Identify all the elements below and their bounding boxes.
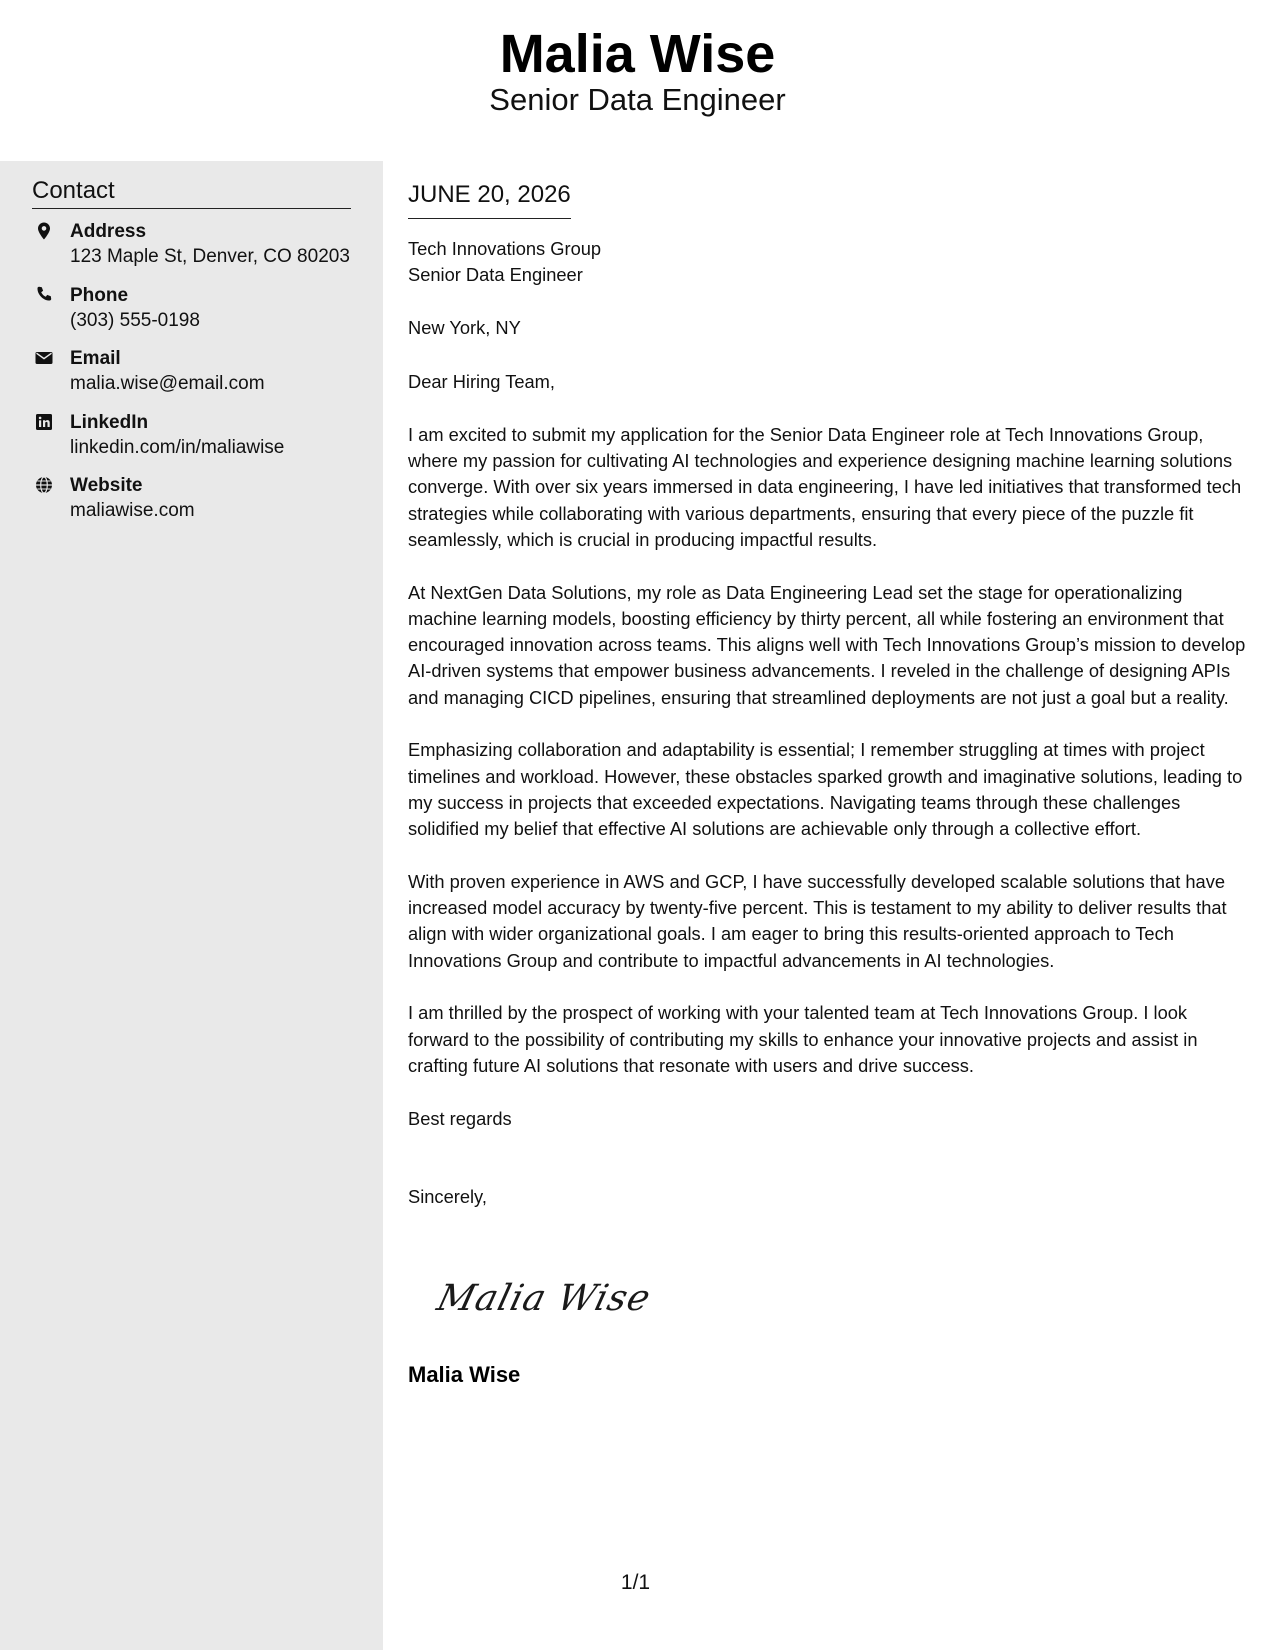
contact-heading: Contact (32, 175, 351, 209)
document-header (0, 0, 1275, 160)
recipient-role: Senior Data Engineer (408, 264, 583, 286)
letter-date: JUNE 20, 2026 (408, 179, 571, 219)
page-number (0, 1569, 1275, 1597)
contact-list (32, 219, 362, 537)
applicant-title: Senior Data Engineer (489, 82, 786, 117)
envelope-icon (34, 348, 56, 370)
typed-name: Malia Wise (408, 1362, 521, 1387)
linkedin-icon (34, 412, 56, 434)
phone-icon (34, 285, 56, 307)
contact-label-phone: Phone (70, 284, 129, 306)
applicant-name: Malia Wise (499, 24, 776, 84)
recipient-company: Tech Innovations Group (408, 238, 602, 259)
body-paragraph: Emphasizing collaboration and adaptability is essential; I remember struggling at times with project timelines and workload. However, these obstacles sparked growth and imaginative solutions, leading to my success in projects that exceeded expectations. Navigating teams through these challenges solidified my belief that effective AI solutions are achievable only through a collective effort. (408, 739, 1243, 840)
letter-text (408, 236, 1253, 1210)
contact-value-linkedin: linkedin.com/in/maliawise (70, 436, 285, 458)
globe-icon (34, 475, 56, 497)
handwritten-signature (433, 1269, 678, 1339)
contact-item-email (32, 346, 362, 410)
salutation: Dear Hiring Team, (408, 371, 555, 393)
signature-lettering: Malia Wise (433, 1278, 656, 1319)
contact-label-website: Website (70, 475, 143, 496)
contact-item-linkedin (32, 410, 362, 474)
page-number-text: 1/1 (620, 1571, 651, 1594)
recipient-location: New York, NY (408, 316, 521, 338)
body-paragraph: I am excited to submit my application for the Senior Data Engineer role at Tech Innovations Group, where my passion for cultivating AI technologies and experience designing machine learning solutions converge. With over six years immersed in data engineering, I have led initiatives that transformed tech strategies while collaborating with various departments, ensuring that every piece of the puzzle fit seamlessly, which is crucial in producing impactful results. (408, 423, 1242, 550)
contact-value-website: maliawise.com (70, 500, 195, 521)
contact-item-address (32, 219, 362, 283)
contact-item-phone (32, 283, 362, 347)
map-pin-icon (34, 221, 56, 243)
closing-line: Best regards (408, 1107, 512, 1129)
contact-item-website (32, 473, 362, 537)
contact-value-email: malia.wise@email.com (70, 373, 265, 394)
body-paragraph: I am thrilled by the prospect of working with your talented team at Tech Innovations Group. I look forward to the possibility of contributing my skills to enhance your innovative projects and assist in crafting future AI solutions that resonate with users and drive success. (408, 1002, 1198, 1076)
body-paragraph: With proven experience in AWS and GCP, I have successfully developed scalable solutions that have increased model accuracy by twenty-five percent. This is testament to my ability to deliver results that align with wider organizational goals. I am eager to bring this results-oriented approach to Tech Innovations Group and contribute to impactful advancements in AI technologies. (408, 870, 1227, 971)
contact-sidebar (0, 161, 383, 1650)
contact-label-linkedin: LinkedIn (70, 411, 149, 433)
contact-value-address: 123 Maple St, Denver, CO 80203 (70, 246, 350, 267)
contact-label-email: Email (70, 348, 121, 369)
signoff-line: Sincerely, (408, 1185, 487, 1207)
contact-label-address: Address (70, 221, 147, 242)
contact-value-phone: (303) 555-0198 (70, 309, 200, 331)
body-paragraph: At NextGen Data Solutions, my role as Data Engineering Lead set the stage for operationalizing machine learning models, boosting efficiency by thirty percent, all while fostering an environment that encouraged innovation across teams. This aligns well with Tech Innovations Group’s mission to develop AI-driven systems that empower business advancements. I reveled in the challenge of designing APIs and managing CICD pipelines, ensuring that streamlined deployments are not just a goal but a reality. (408, 581, 1246, 708)
